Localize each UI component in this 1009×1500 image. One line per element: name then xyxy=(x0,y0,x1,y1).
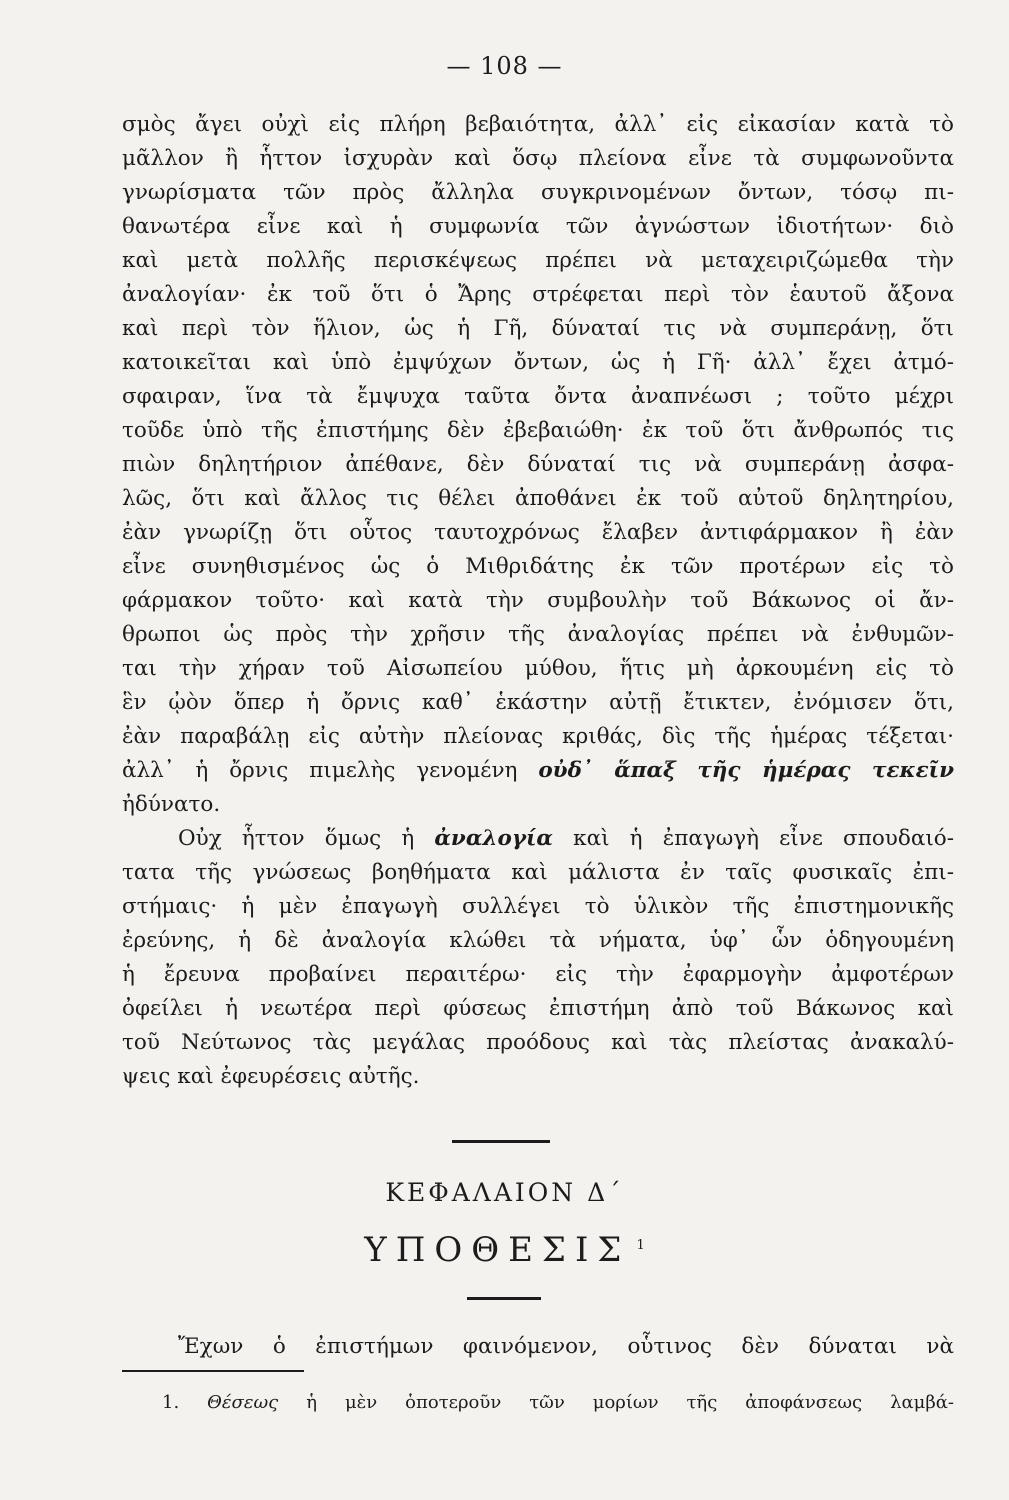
section-divider xyxy=(452,1140,550,1143)
footnote-divider xyxy=(122,1370,304,1372)
text-line: στήμαις· ἡ μὲν ἐπαγωγὴ συλλέγει τὸ ὑλικὸν τῆς ἐπιστημονικῆς xyxy=(122,894,954,919)
text-line: ἐὰν γνωρίζῃ ὅτι οὗτος ταυτοχρόνως ἔλαβεν ἀντιφάρμακον ἢ ἐὰν xyxy=(122,520,954,545)
text-line: μᾶλλον ἢ ἧττον ἰσχυρὰν καὶ ὅσῳ πλείονα εἶνε τὰ συμφωνοῦντα xyxy=(122,146,954,171)
footnote xyxy=(162,1388,954,1418)
text-line-with-emphasis xyxy=(122,754,954,788)
text-fragment: Οὐχ ἧττον ὅμως ἡ xyxy=(178,826,415,851)
emphasis-text: ἀναλογία xyxy=(434,826,553,851)
text-line: εἶνε συνηθισμένος ὡς ὁ Μιθριδάτης ἐκ τῶν προτέρων εἰς τὸ xyxy=(122,554,954,579)
text-line: τατα τῆς γνώσεως βοηθήματα καὶ μάλιστα ἐν ταῖς φυσικαῖς ἐπι- xyxy=(122,860,954,885)
footnote-text: ἡ μὲν ὁποτεροῦν τῶν μορίων τῆς ἀποφάνσεως λαμβά- xyxy=(306,1392,954,1413)
chapter-title-text: ΥΠΟΘΕΣΙΣ xyxy=(364,1230,631,1270)
text-line: πιὼν δηλητήριον ἀπέθανε, δὲν δύναταί τις νὰ συμπεράνῃ ἀσφα- xyxy=(122,452,954,477)
text-line: ψεις καὶ ἐφευρέσεις αὐτῆς. xyxy=(122,1064,420,1089)
text-line: σμὸς ἄγει οὐχὶ εἰς πλήρη βεβαιότητα, ἀλλ᾽ εἰς εἰκασίαν κατὰ τὸ xyxy=(122,112,954,137)
text-line: λῶς, ὅτι καὶ ἄλλος τις θέλει ἀποθάνει ἐκ τοῦ αὐτοῦ δηλητηρίου, xyxy=(122,486,954,511)
footnote-marker: 1. xyxy=(162,1392,180,1413)
text-line: κατοικεῖται καὶ ὑπὸ ἐμψύχων ὄντων, ὡς ἡ Γῆ· ἀλλ᾽ ἔχει ἀτμό- xyxy=(122,350,954,375)
text-line: ται τὴν χήραν τοῦ Αἰσωπείου μύθου, ἥτις μὴ ἀρκουμένη εἰς τὸ xyxy=(122,656,954,681)
text-fragment: ἀλλ᾽ ἡ ὄρνις πιμελὴς γενομένη xyxy=(122,758,518,783)
text-line: Ἔχων ὁ ἐπιστήμων φαινόμενον, οὗτινος δὲν δύναται νὰ xyxy=(178,1334,954,1359)
text-line: ἀναλογίαν· ἐκ τοῦ ὅτι ὁ Ἄρης στρέφεται περὶ τὸν ἑαυτοῦ ἄξονα xyxy=(122,282,954,307)
text-line: ἡ ἔρευνα προβαίνει περαιτέρω· εἰς τὴν ἐφαρμογὴν ἀμφοτέρων xyxy=(122,962,954,987)
footnote-reference: 1 xyxy=(636,1237,645,1253)
text-line: καὶ μετὰ πολλῆς περισκέψεως πρέπει νὰ μεταχειριζώμεθα τὴν xyxy=(122,248,954,273)
text-line: θανωτέρα εἶνε καὶ ἡ συμφωνία τῶν ἀγνώστων ἰδιοτήτων· διὸ xyxy=(122,214,954,239)
text-line: τοῦ Νεύτωνος τὰς μεγάλας προόδους καὶ τὰς πλείστας ἀνακαλύ- xyxy=(122,1030,954,1055)
text-line: ἐὰν παραβάλῃ εἰς αὐτὴν πλείονας κριθάς, δὶς τῆς ἡμέρας τέξεται· xyxy=(122,724,954,749)
text-line: ἐρεύνης, ἡ δὲ ἀναλογία κλώθει τὰ νήματα, ὑφ᾽ ὧν ὁδηγουμένη xyxy=(122,928,954,953)
text-line: ἓν ᾠὸν ὅπερ ἡ ὄρνις καθ᾽ ἑκάστην αὐτῇ ἔτικτεν, ἐνόμισεν ὅτι, xyxy=(122,690,954,715)
chapter-heading: ΚΕΦΑΛΑΙΟΝ Δ΄ xyxy=(385,1178,624,1207)
paragraph-start-line xyxy=(122,822,954,856)
body-text xyxy=(122,108,954,1094)
text-line: φάρμακον τοῦτο· καὶ κατὰ τὴν συμβουλὴν τοῦ Βάκωνος οἱ ἄν- xyxy=(122,588,954,613)
text-fragment: καὶ ἡ ἐπαγωγὴ εἶνε σπουδαιό- xyxy=(573,826,954,851)
emphasis-text: οὐδ᾽ ἅπαξ τῆς ἡμέρας τεκεῖν xyxy=(538,758,954,783)
page-number: — 108 — xyxy=(446,52,563,80)
text-line: θρωποι ὡς πρὸς τὴν χρῆσιν τῆς ἀναλογίας πρέπει νὰ ἐνθυμῶν- xyxy=(122,622,954,647)
text-line: γνωρίσματα τῶν πρὸς ἄλληλα συγκρινομένων ὄντων, τόσῳ πι- xyxy=(122,180,954,205)
title-underline xyxy=(467,1297,541,1300)
footnote-term: Θέσεως xyxy=(207,1392,279,1413)
text-line: τοῦδε ὑπὸ τῆς ἐπιστήμης δὲν ἐβεβαιώθη· ἐκ τοῦ ὅτι ἄνθρωπός τις xyxy=(122,418,954,443)
section-body xyxy=(122,1330,954,1364)
text-line: σφαιραν, ἵνα τὰ ἔμψυχα ταῦτα ὄντα ἀναπνέωσι ; τοῦτο μέχρι xyxy=(122,384,954,409)
text-line: ἠδύνατο. xyxy=(122,792,221,817)
text-line: καὶ περὶ τὸν ἥλιον, ὡς ἡ Γῆ, δύναταί τις νὰ συμπεράνῃ, ὅτι xyxy=(122,316,954,341)
text-line: ὀφείλει ἡ νεωτέρα περὶ φύσεως ἐπιστήμη ἀπὸ τοῦ Βάκωνος καὶ xyxy=(122,996,954,1021)
chapter-title xyxy=(0,1230,1009,1270)
